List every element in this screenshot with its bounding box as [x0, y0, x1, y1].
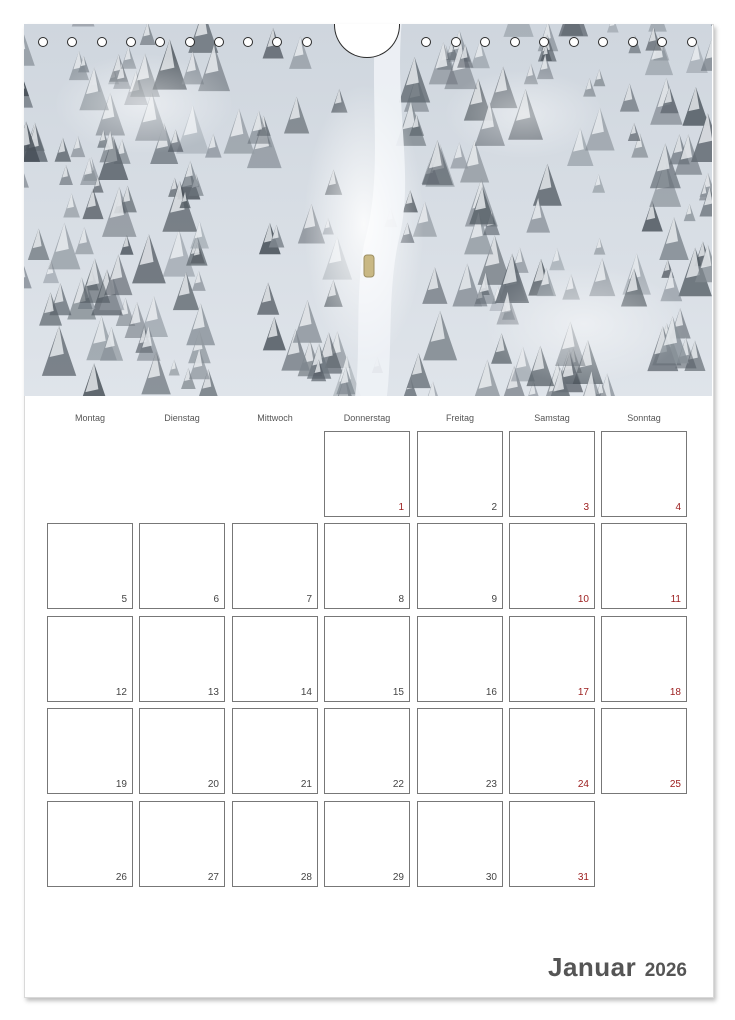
weekday-label: Donnerstag: [343, 413, 391, 423]
binding-ring: [687, 37, 697, 47]
day-cell: [139, 708, 225, 794]
day-cell: [324, 431, 410, 517]
day-number: 18: [669, 687, 681, 698]
weekday-label: Freitag: [445, 413, 474, 423]
day-number: 1: [398, 502, 404, 513]
day-cell: [509, 523, 595, 609]
day-cell: [232, 801, 318, 887]
weekday-label: Mittwoch: [257, 413, 293, 423]
day-number: 30: [485, 872, 497, 883]
day-cell: [324, 616, 410, 702]
day-cell: [47, 708, 133, 794]
day-cell: [417, 708, 503, 794]
day-number: 27: [207, 872, 219, 883]
day-cell: [601, 708, 687, 794]
day-number: 23: [485, 779, 497, 790]
day-number: 13: [207, 687, 219, 698]
binding-ring: [628, 37, 638, 47]
day-number: 12: [115, 687, 127, 698]
day-number: 6: [213, 594, 219, 605]
binding-ring: [126, 37, 136, 47]
day-number: 8: [398, 594, 404, 605]
day-number: 16: [485, 687, 497, 698]
day-cell: [509, 708, 595, 794]
day-cell: [139, 523, 225, 609]
binding-ring: [539, 37, 549, 47]
day-number: 28: [300, 872, 312, 883]
day-number: 2: [491, 502, 497, 513]
binding-ring: [569, 37, 579, 47]
weekday-label: Sonntag: [627, 413, 661, 423]
day-number: 10: [577, 594, 589, 605]
day-number: 19: [115, 779, 127, 790]
day-cell: [139, 616, 225, 702]
day-cell: [232, 523, 318, 609]
binding-ring: [421, 37, 431, 47]
binding-ring: [598, 37, 608, 47]
day-cell: [509, 801, 595, 887]
binding-ring: [302, 37, 312, 47]
month-title: [548, 952, 687, 983]
day-cell: [324, 801, 410, 887]
day-cell: [324, 708, 410, 794]
day-cell: [47, 616, 133, 702]
day-cell: [417, 801, 503, 887]
day-cell: [232, 708, 318, 794]
year: 2026: [644, 960, 687, 981]
day-cell: [601, 616, 687, 702]
binding-ring: [185, 37, 195, 47]
weekday-label: Dienstag: [164, 413, 200, 423]
binding-ring: [480, 37, 490, 47]
day-number: 20: [207, 779, 219, 790]
day-cell: [47, 523, 133, 609]
weekday-label: Montag: [74, 413, 106, 423]
day-number: 4: [675, 502, 681, 513]
snowy-forest-photo: [24, 24, 712, 396]
binding-ring: [97, 37, 107, 47]
binding-ring: [451, 37, 461, 47]
day-cell: [417, 523, 503, 609]
day-cell: [601, 431, 687, 517]
day-number: 11: [670, 594, 681, 605]
day-number: 29: [392, 872, 404, 883]
forest-image: [24, 24, 712, 396]
day-number: 15: [392, 687, 404, 698]
day-number: 25: [669, 779, 681, 790]
day-number: 22: [392, 779, 404, 790]
day-number: 21: [300, 779, 312, 790]
day-number: 17: [577, 687, 589, 698]
binding-ring: [214, 37, 224, 47]
day-number: 26: [115, 872, 127, 883]
binding-ring: [38, 37, 48, 47]
day-number: 31: [577, 872, 589, 883]
car-on-road: [364, 255, 374, 277]
day-cell: [324, 523, 410, 609]
binding-ring: [510, 37, 520, 47]
day-cell: [509, 431, 595, 517]
day-cell: [417, 616, 503, 702]
day-cell: [601, 523, 687, 609]
day-cell: [232, 616, 318, 702]
day-cell: [509, 616, 595, 702]
day-number: 24: [577, 779, 589, 790]
day-cell: [47, 801, 133, 887]
day-number: 7: [306, 594, 312, 605]
day-number: 3: [583, 502, 589, 513]
day-number: 14: [300, 687, 312, 698]
binding-ring: [657, 37, 667, 47]
day-cell: [417, 431, 503, 517]
weekday-label: Samstag: [534, 413, 570, 423]
month-name: Januar: [548, 952, 637, 982]
day-cell: [139, 801, 225, 887]
day-number: 9: [491, 594, 497, 605]
day-number: 5: [121, 594, 127, 605]
